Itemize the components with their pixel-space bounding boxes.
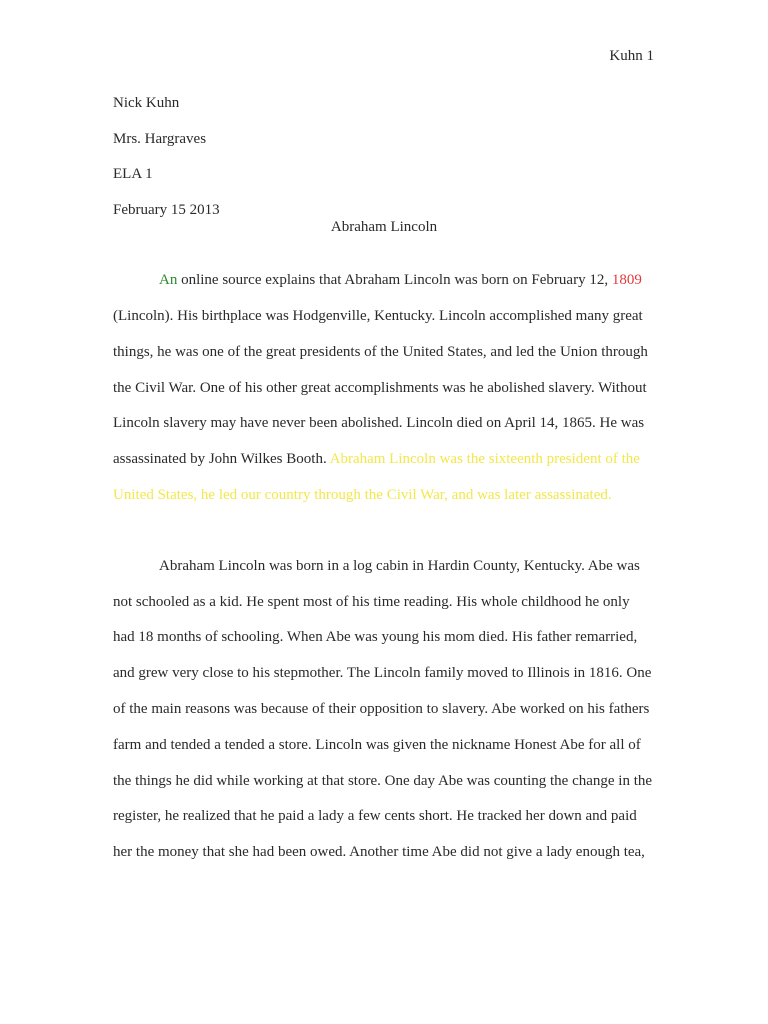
green-highlight-text: An xyxy=(159,272,178,288)
paragraph2-line9: her the money that she had been owed. Another time Abe did not give a lady enough tea, xyxy=(113,844,645,860)
paragraph1-line7: United States, he led our country through the Civil War, and was later assassinated. xyxy=(113,487,612,503)
paragraph2-line2: not schooled as a kid. He spent most of his time reading. His whole childhood he only xyxy=(113,594,630,610)
running-head: Kuhn 1 xyxy=(609,48,654,64)
paragraph1-line1 xyxy=(159,270,642,290)
paragraph2-line8: register, he realized that he paid a lady a few cents short. He tracked her down and paid xyxy=(113,808,637,824)
paragraph2-line3: had 18 months of schooling. When Abe was young his mom died. His father remarried, xyxy=(113,629,638,645)
class-name: ELA 1 xyxy=(113,166,153,183)
red-highlight-text: 1809 xyxy=(611,272,642,288)
paragraph2-line7: the things he did while working at that store. One day Abe was counting the change in the xyxy=(113,773,653,789)
paragraph2-line1: Abraham Lincoln was born in a log cabin in Hardin County, Kentucky. Abe was xyxy=(159,558,640,574)
paragraph1-line4: the Civil War. One of his other great accomplishments was he abolished slavery. Without xyxy=(113,380,647,396)
paragraph1-line3: things, he was one of the great presidents of the United States, and led the Union through xyxy=(113,344,648,360)
yellow-highlight-text: Abraham Lincoln was the sixteenth president of the xyxy=(329,451,640,467)
author-name: Nick Kuhn xyxy=(113,95,180,111)
date-line: February 15 2013 xyxy=(113,202,220,219)
paragraph-text: assassinated by John Wilkes Booth. xyxy=(113,451,330,467)
paragraph1-line2: (Lincoln). His birthplace was Hodgenville, Kentucky. Lincoln accomplished many great xyxy=(113,308,643,324)
paragraph2-line5: of the main reasons was because of their opposition to slavery. Abe worked on his fathers xyxy=(113,701,650,717)
paragraph1-line6 xyxy=(113,449,640,469)
paragraph2-line6: farm and tended a tended a store. Lincoln was given the nickname Honest Abe for all of xyxy=(113,737,641,753)
teacher-name: Mrs. Hargraves xyxy=(113,130,207,147)
page-title: Abraham Lincoln xyxy=(330,219,438,235)
paragraph2-line4: and grew very close to his stepmother. The Lincoln family moved to Illinois in 1816. One xyxy=(113,665,652,681)
paragraph1-line5: Lincoln slavery may have never been abolished. Lincoln died on April 14, 1865. He was xyxy=(113,415,645,431)
paragraph-text: online source explains that Abraham Lincoln was born on February 12, xyxy=(177,272,612,288)
heading-block xyxy=(113,93,220,236)
